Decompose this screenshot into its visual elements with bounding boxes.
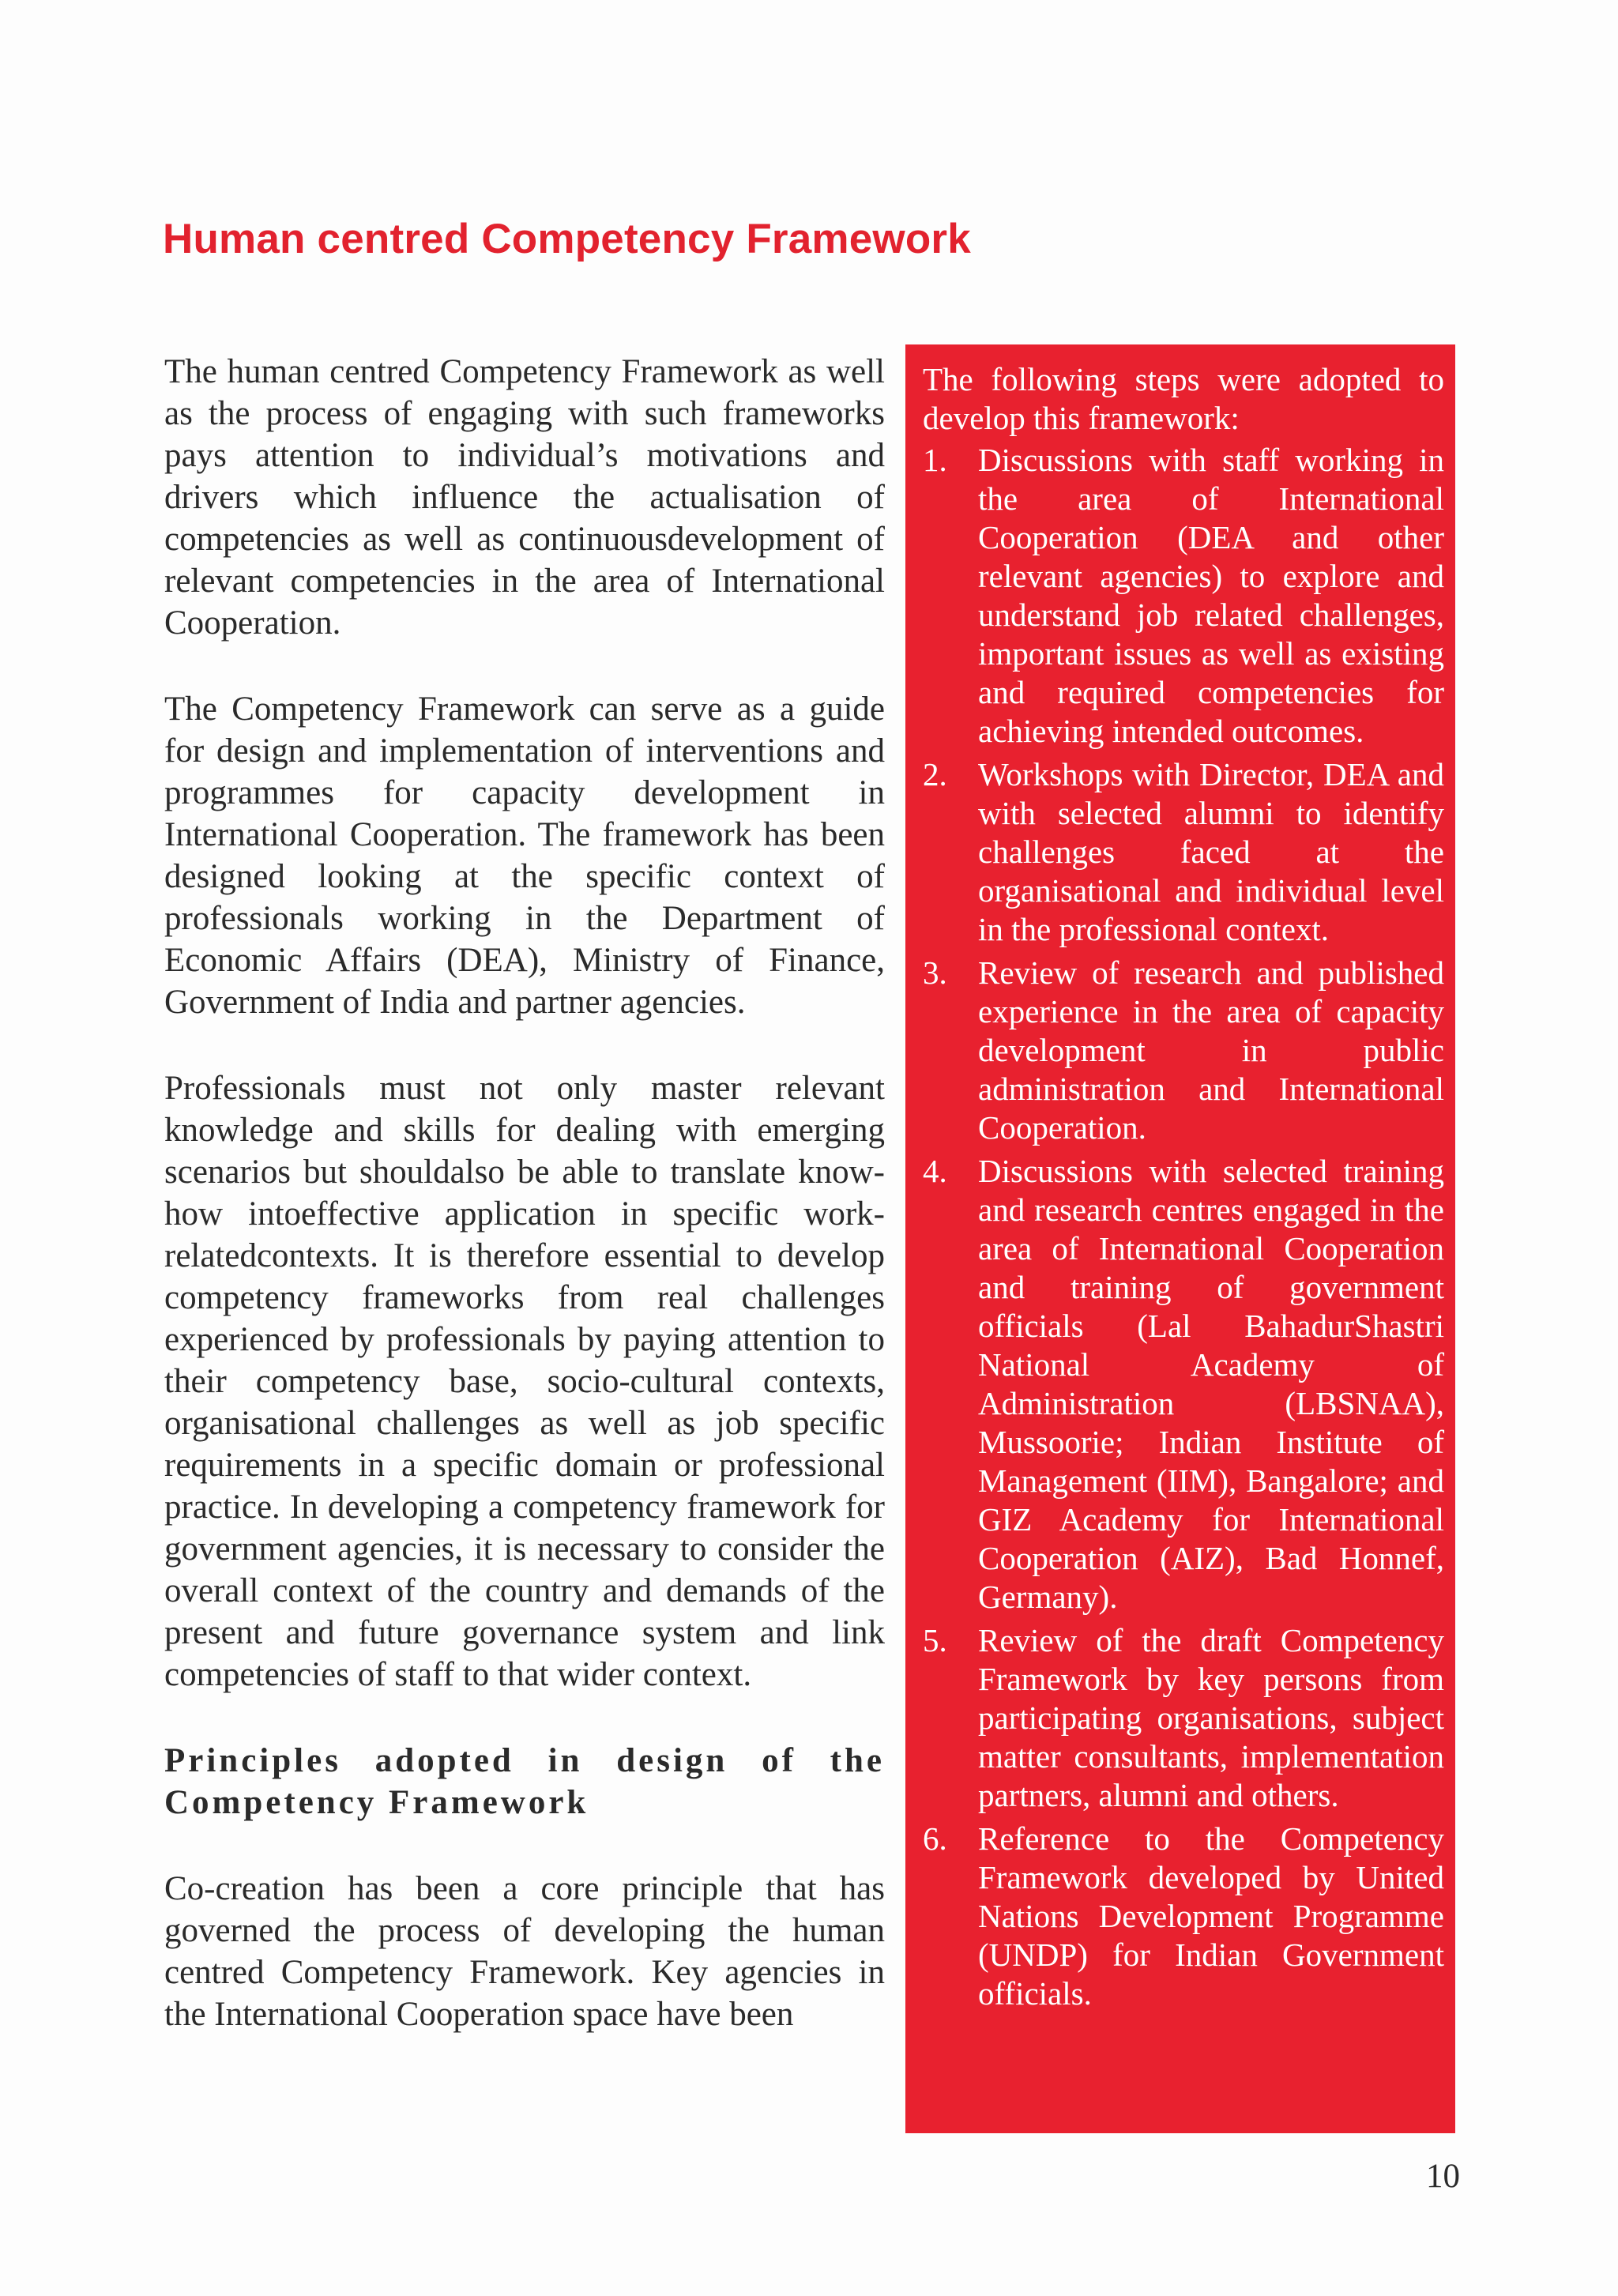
step-text: Reference to the Competency Framework developed by United Nations Development Programme (UNDP) for Indian Government officials. xyxy=(978,1820,1444,2012)
step-item xyxy=(923,441,1444,751)
steps-list xyxy=(923,441,1444,2013)
step-item xyxy=(923,1152,1444,1617)
step-number: 3. xyxy=(923,954,947,991)
guide-paragraph: The Competency Framework can serve as a guide for design and implementation of interventions and programmes for capacity development in International Cooperation. The framework has been designed looking at the specific context of professionals working in the Department of Economic Affairs (DEA), Ministry of Finance, Government of India and partner agencies. xyxy=(164,691,885,1021)
step-number: 2. xyxy=(923,756,947,792)
step-text: Discussions with staff working in the area of International Cooperation (DEA and other relevant agencies) to explore and understand job related challenges, important issues as well as existing and required competencies for achieving intended outcomes. xyxy=(978,442,1444,749)
step-item xyxy=(923,1820,1444,2013)
steps-intro: The following steps were adopted to develop this framework: xyxy=(923,361,1444,436)
co-creation-paragraph: Co-creation has been a core principle that has governed the process of developing the human centred Competency Framework. Key agencies in the International Cooperation space have been xyxy=(164,1870,885,2033)
step-text: Workshops with Director, DEA and with selected alumni to identify challenges faced at the organisational and individual level in the professional context. xyxy=(978,756,1444,947)
step-number: 4. xyxy=(923,1153,947,1189)
step-item xyxy=(923,954,1444,1147)
page-number: 10 xyxy=(1426,2158,1460,2195)
step-text: Review of the draft Competency Framework by key persons from participating organisations, subject matter consultants, implementation partners, alumni and others. xyxy=(978,1622,1444,1813)
step-text: Review of research and published experience in the area of capacity development in public administration and International Cooperation. xyxy=(978,954,1444,1146)
step-number: 5. xyxy=(923,1622,947,1658)
step-item xyxy=(923,1621,1444,1815)
step-item xyxy=(923,755,1444,949)
professionals-paragraph: Professionals must not only master relevant knowledge and skills for dealing with emerging scenarios but shouldalso be able to translate know-how intoeffective application in specific work-relatedcontexts. It is therefore essential to develop competency frameworks from real challenges experienced by professionals by paying attention to their competency base, socio-cultural contexts, organisational challenges as well as job specific requirements in a specific domain or professional practice. In developing a competency framework for government agencies, it is necessary to consider the overall context of the country and demands of the present and future governance system and link competencies of staff to that wider context. xyxy=(164,1070,885,1693)
main-text-column xyxy=(164,351,885,2035)
step-number: 1. xyxy=(923,442,947,478)
page-title: Human centred Competency Framework xyxy=(163,215,971,262)
step-text: Discussions with selected training and research centres engaged in the area of International Cooperation and training of government officials (Lal BahadurShastri National Academy of Administration (LBSNAA), Mussoorie; Indian Institute of Management (IIM), Bangalore; and GIZ Academy for International Cooperation (AIZ), Bad Honnef, Germany). xyxy=(978,1153,1444,1615)
intro-paragraph: The human centred Competency Framework as well as the process of engaging with such frameworks pays attention to individual’s motivations and drivers which influence the actualisation of competencies as well as continuousdevelopment of relevant competencies in the area of International Cooperation. xyxy=(164,353,885,642)
principles-heading: Principles adopted in design of the Competency Framework xyxy=(164,1742,885,1821)
step-number: 6. xyxy=(923,1820,947,1857)
steps-sidebar-box xyxy=(905,344,1455,2133)
